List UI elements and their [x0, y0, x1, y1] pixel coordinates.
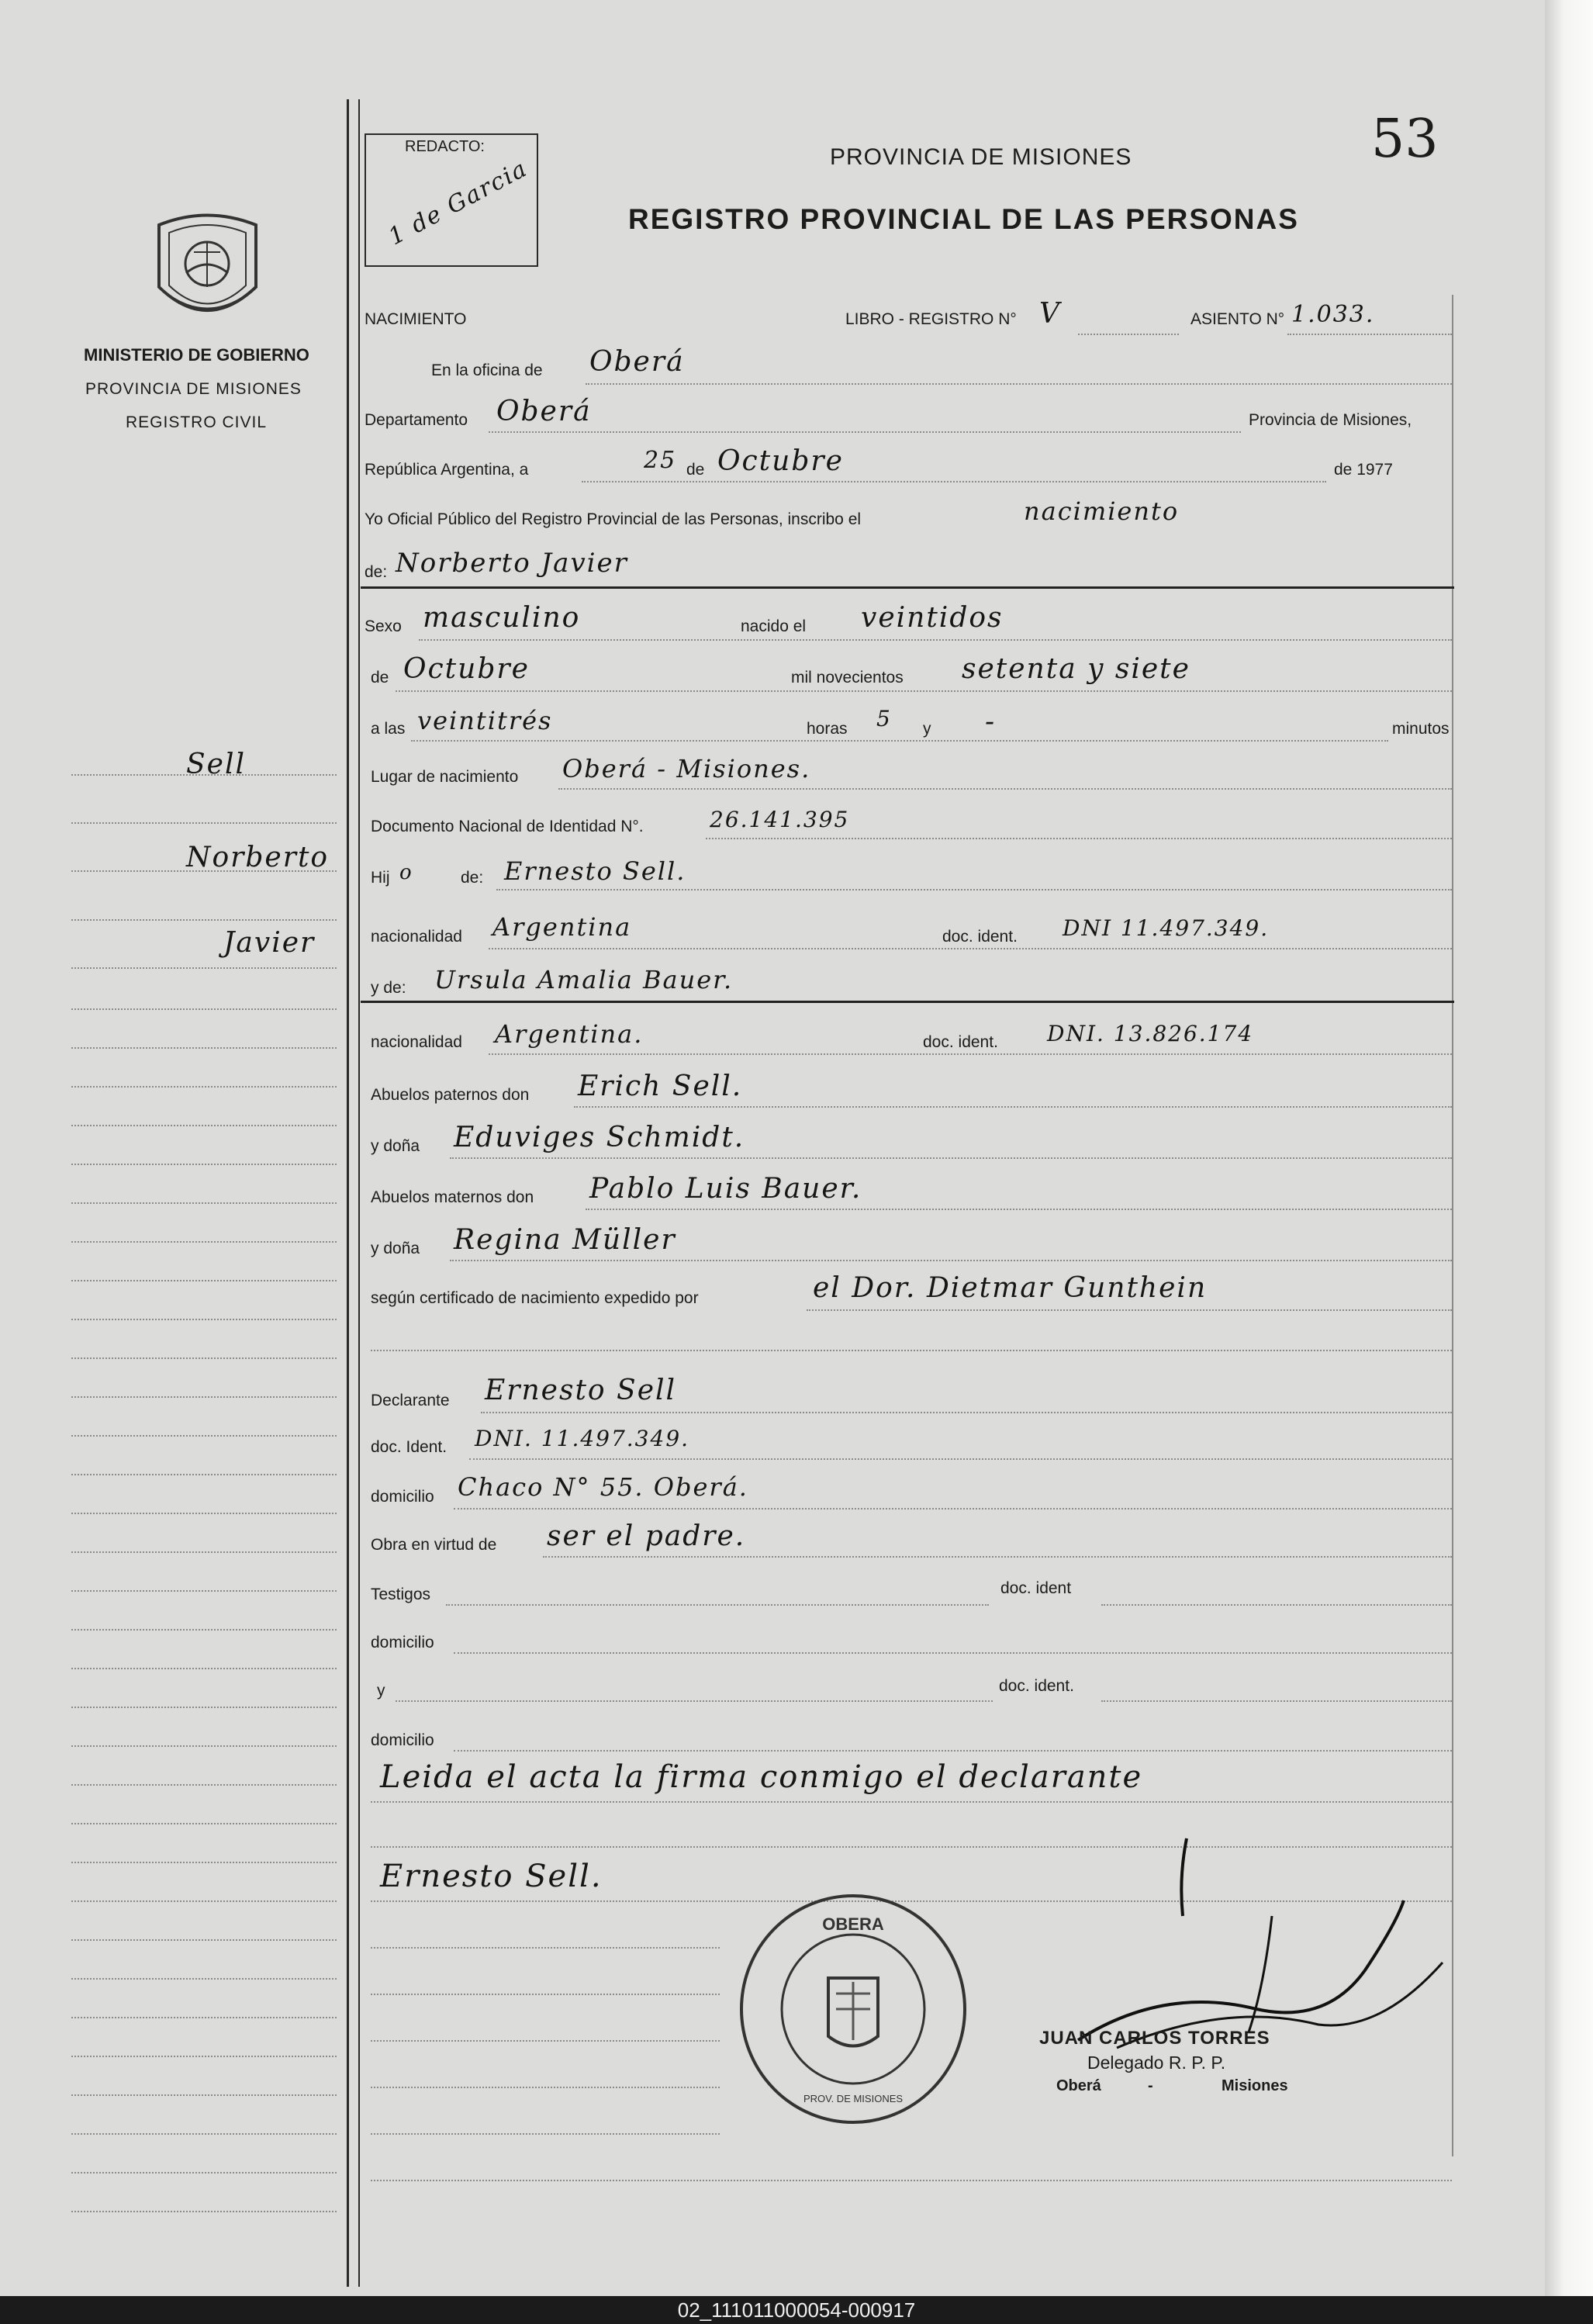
lugar-value: Oberá - Misiones. — [562, 754, 811, 783]
mother-label: y de: — [371, 979, 406, 997]
official-title: Delegado R. P. P. — [1087, 2053, 1226, 2073]
ministry-title: MINISTERIO DE GOBIERNO — [84, 345, 309, 365]
declarant-label: Declarante — [371, 1392, 450, 1409]
mil-label: mil novecientos — [791, 669, 904, 686]
asiento-label: ASIENTO N° — [1190, 310, 1285, 328]
act-de-label: de — [686, 461, 705, 479]
father-doc-label: doc. ident. — [942, 928, 1018, 946]
paternal-dona-label: y doña — [371, 1137, 420, 1155]
closing-leida: Leida el acta la firma conmigo el declarante — [380, 1759, 1143, 1795]
margin-note-surname: Sell — [186, 749, 246, 780]
declarant-signature: Ernesto Sell. — [380, 1859, 603, 1894]
act-year: de 1977 — [1334, 461, 1393, 479]
testigos-doc2-label: doc. ident. — [999, 1677, 1074, 1695]
oficina-value: Oberá — [589, 346, 685, 378]
maternal-don: Pablo Luis Bauer. — [589, 1173, 862, 1205]
act-type: NACIMIENTO — [365, 310, 467, 328]
header-registry: REGISTRO PROVINCIAL DE LAS PERSONAS — [628, 203, 1299, 235]
father-doc: DNI 11.497.349. — [1063, 915, 1270, 941]
horas-num: 5 — [876, 706, 892, 731]
departamento-value: Oberá — [496, 396, 592, 427]
provincia-suffix: Provincia de Misiones, — [1249, 411, 1412, 429]
birth-month: Octubre — [403, 653, 530, 685]
sexo-label: Sexo — [365, 617, 402, 635]
hijo-label: Hij — [371, 869, 390, 887]
paternal-don: Erich Sell. — [578, 1070, 743, 1102]
declarant-domicilio: Chaco N° 55. Oberá. — [458, 1472, 748, 1502]
page-number: 53 — [1371, 109, 1439, 170]
paternal-don-label: Abuelos paternos don — [371, 1086, 530, 1104]
father-nat-label: nacionalidad — [371, 928, 462, 946]
testigos-doc-label: doc. ident — [1000, 1579, 1072, 1597]
svg-text:OBERA: OBERA — [822, 1914, 884, 1934]
lugar-label: Lugar de nacimiento — [371, 768, 519, 786]
republica-label: República Argentina, a — [365, 461, 529, 479]
father-name: Ernesto Sell. — [504, 856, 686, 886]
dni-value: 26.141.395 — [710, 807, 850, 832]
act-day: 25 — [644, 447, 677, 474]
image-caption: 02_111011000054-000917 — [0, 2296, 1593, 2324]
margin-note-firstname: Norberto — [186, 842, 330, 873]
mother-name: Ursula Amalia Bauer. — [434, 965, 734, 994]
maternal-dona: Regina Müller — [454, 1224, 676, 1256]
certificate-value: el Dor. Dietmar Gunthein — [813, 1272, 1208, 1304]
a-las-label: a las — [371, 720, 406, 738]
declarant-value: Ernesto Sell — [485, 1375, 677, 1406]
left-rule-inner — [358, 99, 360, 2287]
hijo-suffix: o — [399, 861, 413, 884]
ministry-province: PROVINCIA DE MISIONES — [85, 380, 302, 398]
declarant-domicilio-label: domicilio — [371, 1488, 434, 1506]
oficina-label: En la oficina de — [431, 361, 543, 379]
horas-label: horas — [807, 720, 848, 738]
maternal-don-label: Abuelos maternos don — [371, 1188, 534, 1206]
obra-value: ser el padre. — [547, 1520, 746, 1552]
father-nationality: Argentina — [492, 912, 632, 942]
minutos-value: - — [985, 706, 997, 738]
birth-de-label: de — [371, 669, 389, 686]
svg-text:PROV. DE MISIONES: PROV. DE MISIONES — [803, 2093, 904, 2104]
testigos-label: Testigos — [371, 1586, 431, 1603]
obra-label: Obra en virtud de — [371, 1536, 497, 1554]
redacto-value: 1 de Garcia — [384, 154, 533, 251]
y-label: y — [923, 720, 931, 738]
official-province: Misiones — [1222, 2077, 1288, 2094]
nacido-value: veintidos — [861, 602, 1004, 634]
paternal-dona: Eduviges Schmidt. — [454, 1122, 745, 1153]
maternal-dona-label: y doña — [371, 1240, 420, 1257]
minutos-label: minutos — [1392, 720, 1450, 738]
nacido-label: nacido el — [741, 617, 807, 635]
dni-label: Documento Nacional de Identidad N°. — [371, 818, 644, 835]
mother-doc: DNI. 13.826.174 — [1047, 1021, 1254, 1046]
departamento-label: Departamento — [365, 411, 468, 429]
declarant-doc: DNI. 11.497.349. — [475, 1426, 690, 1451]
act-month: Octubre — [717, 445, 844, 477]
libro-value: V — [1039, 298, 1061, 330]
year-words: setenta y siete — [962, 653, 1190, 685]
mother-doc-label: doc. ident. — [923, 1033, 998, 1051]
hora-value: veintitrés — [417, 706, 553, 735]
mother-nationality: Argentina. — [495, 1019, 644, 1049]
child-name-label: de: — [365, 563, 388, 581]
testigos-domicilio-label: domicilio — [371, 1634, 434, 1651]
mother-nat-label: nacionalidad — [371, 1033, 462, 1051]
certificate-label: según certificado de nacimiento expedido por — [371, 1289, 699, 1307]
yo-oficial-text: Yo Oficial Público del Registro Provincial de las Personas, inscribo el — [365, 510, 862, 528]
province-crest-icon — [140, 202, 275, 337]
testigos-y-label: y — [377, 1682, 385, 1700]
sexo-value: masculino — [423, 602, 581, 634]
official-name: JUAN CARLOS TORRES — [1039, 2028, 1270, 2049]
redacto-box — [365, 133, 538, 267]
registry-seal-icon — [737, 1893, 969, 2125]
margin-note-middlename: Javier — [223, 927, 316, 959]
declarant-doc-label: doc. Ident. — [371, 1438, 447, 1456]
yo-oficial-value: nacimiento — [1024, 496, 1180, 526]
left-rule — [347, 99, 349, 2287]
hijo-de-label: de: — [461, 869, 484, 887]
testigos-domicilio2-label: domicilio — [371, 1731, 434, 1749]
redacto-label: REDACTO: — [405, 138, 485, 155]
official-dash: - — [1148, 2077, 1153, 2094]
libro-label: LIBRO - REGISTRO N° — [845, 310, 1017, 328]
page-edge — [1545, 0, 1593, 2296]
ministry-office: REGISTRO CIVIL — [126, 413, 268, 431]
child-name: Norberto Javier — [396, 548, 628, 579]
asiento-value: 1.033. — [1291, 301, 1375, 328]
official-city: Oberá — [1056, 2077, 1101, 2094]
header-province: PROVINCIA DE MISIONES — [830, 144, 1132, 170]
